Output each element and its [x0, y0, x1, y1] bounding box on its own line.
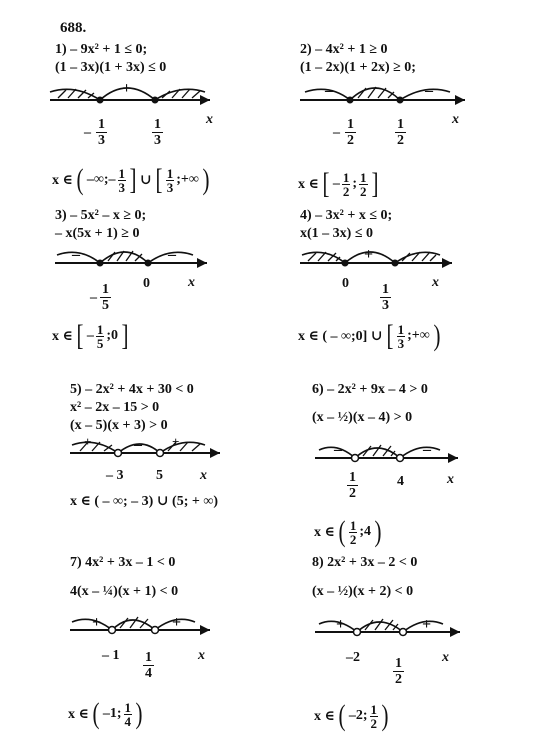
part-5-line-2: x² – 2x – 15 > 0	[70, 400, 160, 415]
part-2-sign-right: –	[425, 82, 433, 99]
problem-number: 688.	[60, 20, 87, 36]
part-1-answer: x ∈ ( –∞;– 1 3 ] ∪ [ 1 3 ;+∞ )	[52, 163, 210, 196]
part-7-axis-label: x	[198, 648, 205, 663]
part-5-point-2: 5	[156, 468, 163, 483]
part-5-point-1: – 3	[106, 468, 124, 483]
part-2-sign-left: –	[325, 82, 333, 99]
part-6-axis-label: x	[447, 472, 454, 487]
part-4-number-line	[300, 243, 460, 273]
part-1-line-2: (1 – 3x)(1 + 3x) ≤ 0	[55, 60, 167, 75]
part-6-line-1: 6) – 2x² + 9x – 4 > 0	[312, 382, 428, 397]
part-6-point-1: $\frac{1}{2}$	[349, 470, 356, 501]
part-1-sign-middle: +	[122, 80, 132, 97]
part-4-point-1: 0	[342, 276, 349, 291]
part-5-axis-label: x	[200, 468, 207, 483]
part-4-sign-middle: +	[364, 246, 374, 263]
part-4-axis-label: x	[432, 275, 439, 290]
part-3-sign-left: –	[72, 246, 80, 263]
part-4-point-2: $\frac{1}{3}$	[382, 282, 389, 313]
part-5-sign-right: +	[172, 434, 180, 449]
part-5-line-3: (x – 5)(x + 3) > 0	[70, 418, 168, 433]
part-5-answer: x ∈ ( – ∞; – 3) ∪ (5; + ∞)	[70, 494, 219, 509]
part-3-line-2: – x(5x + 1) ≥ 0	[55, 226, 140, 241]
part-6-line-2: (x – ½)(x – 4) > 0	[312, 410, 413, 425]
part-1-point-1-minus: –	[84, 125, 91, 140]
part-2-line-1: 2) – 4x² + 1 ≥ 0	[300, 42, 388, 57]
part-2-point-1-minus: –	[333, 125, 340, 140]
part-4-answer: x ∈ ( – ∞;0] ∪ [ 1 3 ;+∞ )	[298, 319, 441, 352]
part-3-answer: x ∈ [ – 1 5 ;0 ]	[52, 319, 129, 352]
part-2-point-1: $\frac{1}{2}$	[347, 117, 354, 148]
part-3-point-2: 0	[143, 276, 150, 291]
part-3-point-1-minus: –	[90, 290, 97, 305]
part-8-line-1: 8) 2x² + 3x – 2 < 0	[312, 555, 418, 570]
part-5-line-1: 5) – 2x² + 4x + 30 < 0	[70, 382, 194, 397]
part-7-point-2: $\frac{1}{4}$	[145, 650, 152, 681]
part-6-sign-right: –	[423, 441, 431, 458]
part-6-answer: x ∈ ( 1 2 ;4 )	[314, 515, 382, 548]
part-6-point-2: 4	[397, 474, 404, 489]
part-1-point-1: $\frac{1}{3}$	[98, 117, 105, 148]
part-4-line-2: x(1 – 3x) ≤ 0	[300, 226, 374, 241]
part-8-line-2: (x – ½)(x + 2) < 0	[312, 584, 414, 599]
part-7-sign-right: +	[172, 614, 182, 631]
part-5-sign-left: +	[84, 434, 92, 449]
part-7-answer: x ∈ ( –1; 1 4 )	[68, 697, 143, 730]
part-1-line-1: 1) – 9x² + 1 ≤ 0;	[55, 42, 148, 57]
part-7-line-1: 7) 4x² + 3x – 1 < 0	[70, 555, 176, 570]
part-8-point-2: $\frac{1}{2}$	[395, 656, 402, 687]
part-1-number-line	[50, 78, 220, 110]
part-3-point-1: $\frac{1}{5}$	[102, 282, 109, 313]
part-3-line-1: 3) – 5x² – x ≥ 0;	[55, 208, 147, 223]
part-6-sign-left: –	[334, 441, 342, 458]
part-2-axis-label: x	[452, 112, 459, 127]
part-8-point-1: –2	[346, 650, 360, 665]
part-5-number-line	[70, 433, 230, 463]
part-3-sign-right: –	[168, 246, 176, 263]
part-2-line-2: (1 – 2x)(1 + 2x) ≥ 0;	[300, 60, 416, 75]
part-7-point-1: – 1	[102, 648, 120, 663]
part-3-axis-label: x	[188, 275, 195, 290]
part-4-line-1: 4) – 3x² + x ≤ 0;	[300, 208, 393, 223]
part-5-sign-middle: –	[134, 436, 142, 453]
part-2-answer: x ∈ [ – 1 2 ; 1 2 ]	[298, 167, 379, 200]
part-8-answer: x ∈ ( –2; 1 2 )	[314, 699, 389, 732]
part-8-sign-right: +	[422, 616, 432, 633]
part-7-sign-left: +	[92, 614, 102, 631]
part-8-sign-left: +	[336, 616, 346, 633]
part-1-axis-label: x	[206, 112, 213, 127]
part-2-point-2: $\frac{1}{2}$	[397, 117, 404, 148]
part-1-point-2: $\frac{1}{3}$	[154, 117, 161, 148]
part-8-axis-label: x	[442, 650, 449, 665]
part-7-line-2: 4(x – ¼)(x + 1) < 0	[70, 584, 179, 599]
